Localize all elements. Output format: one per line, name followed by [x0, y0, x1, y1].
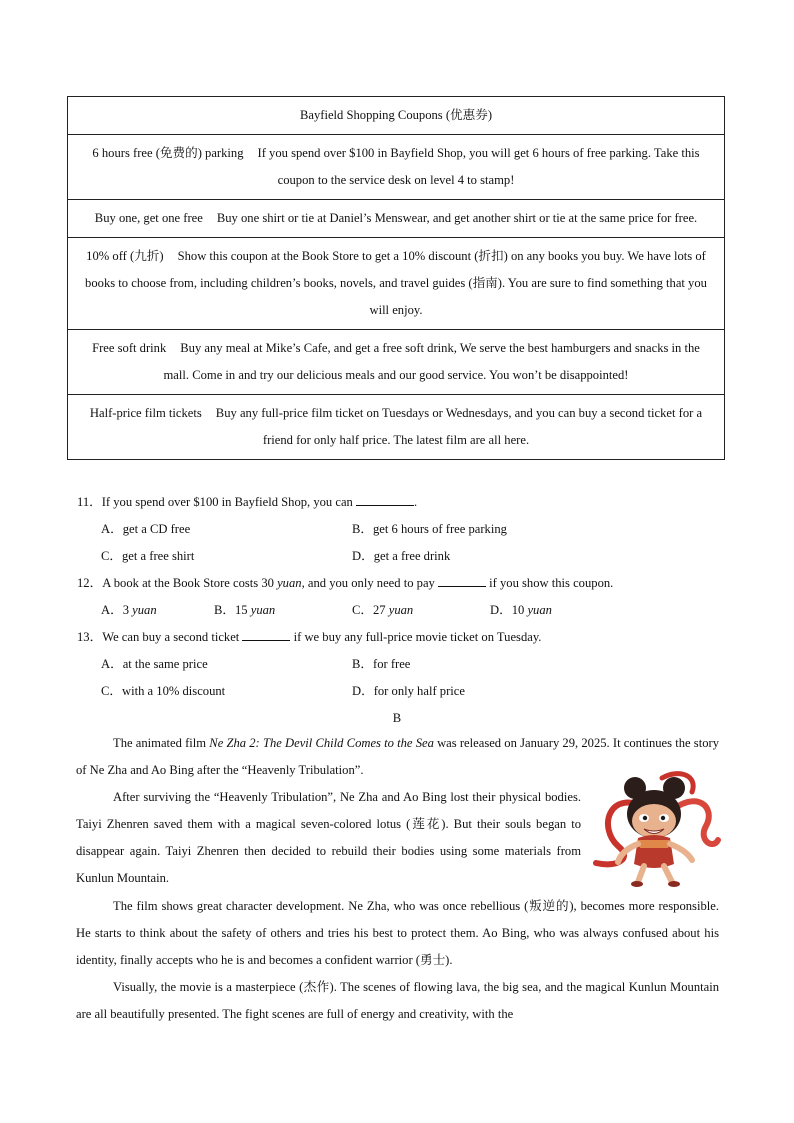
q13-option-d: D．for only half price	[352, 684, 465, 698]
paragraph-4: Visually, the movie is a masterpiece (杰作). The scenes of flowing lava, the big sea, and the magical Kunlun Mountain are all beautifully presented. The fight scenes are full of energy and creativity, with the	[76, 980, 719, 1021]
coupon-row	[68, 200, 725, 238]
paragraph-3: The film shows great character development. Ne Zha, who was once rebellious (叛逆的), becomes more responsible. He starts to think about the safety of others and tries his best to protect them. Ao Bing, who was always confused about his identity, finally accepts who he is and becomes a confident warrior (勇士).	[76, 899, 719, 967]
ne-zha-character-illustration	[588, 768, 722, 888]
coupon-row	[68, 135, 725, 200]
coupon-table-title-row	[68, 97, 725, 135]
q13-option-a: A．at the same price	[101, 657, 208, 671]
question-12: 12．A book at the Book Store costs 30 yuan, and you only need to pay if you show this coupon.	[77, 576, 614, 590]
coupon-row	[68, 395, 725, 460]
q12-option-b: B．15 yuan	[214, 603, 276, 617]
answer-blank	[356, 493, 414, 506]
coupon-table-title: Bayfield Shopping Coupons (优惠券)	[68, 97, 725, 135]
q11-option-d: D．get a free drink	[352, 549, 451, 563]
coupon-text: Buy any full-price film ticket on Tuesdays or Wednesdays, and you can buy a second ticket for a friend for only half price. The latest film are all here.	[215, 406, 703, 447]
question-11: 11．If you spend over $100 in Bayfield Shop, you can .	[77, 495, 418, 509]
coupon-name: 6 hours free (免费的) parking	[92, 146, 244, 160]
q12-option-c: C．27 yuan	[352, 603, 414, 617]
question-13: 13．We can buy a second ticket if we buy any full-price movie ticket on Tuesday.	[77, 630, 542, 644]
coupon-table	[67, 96, 725, 460]
q12-option-d: D．10 yuan	[490, 603, 552, 617]
coupon-row	[68, 330, 725, 395]
section-letter: B	[392, 711, 402, 725]
coupon-row	[68, 238, 725, 330]
film-title: Ne Zha 2: The Devil Child Comes to the Sea	[209, 736, 434, 750]
q11-option-c: C．get a free shirt	[101, 549, 195, 563]
q13-option-c: C．with a 10% discount	[101, 684, 226, 698]
answer-blank	[242, 628, 290, 641]
coupon-name: Buy one, get one free	[94, 211, 203, 225]
coupon-text: Show this coupon at the Book Store to get a 10% discount (折扣) on any books you buy. We have lots of books to choose from, including children’s books, novels, and travel guides (指南). You are sure to find something that you will enjoy.	[85, 249, 707, 317]
answer-blank	[438, 574, 486, 587]
coupon-name: 10% off (九折)	[86, 249, 164, 263]
q13-option-b: B．for free	[352, 657, 411, 671]
paragraph-1: The animated film Ne Zha 2: The Devil Child Comes to the Sea was released on January 29, 2025. It continues the story of Ne Zha and Ao Bing after the “Heavenly Tribulation”.	[76, 736, 719, 777]
coupon-name: Half-price film tickets	[89, 406, 202, 420]
q11-option-b: B．get 6 hours of free parking	[352, 522, 507, 536]
q11-option-a: A．get a CD free	[101, 522, 191, 536]
paragraph-2: After surviving the “Heavenly Tribulation”, Ne Zha and Ao Bing lost their physical bodies. Taiyi Zhenren saved them with a magical seven-colored lotus (莲花). But their souls began to disappear again. Taiyi Zhenren then decided to rebuild their bodies using some materials from Kunlun Mountain.	[76, 790, 581, 885]
coupon-name: Free soft drink	[92, 341, 167, 355]
coupon-text: If you spend over $100 in Bayfield Shop, you will get 6 hours of free parking. Take this coupon to the service desk on level 4 to stamp!	[257, 146, 700, 187]
q12-option-a: A．3 yuan	[101, 603, 157, 617]
coupon-text: Buy any meal at Mike’s Cafe, and get a free soft drink, We serve the best hamburgers and snacks in the mall. Come in and try our delicious meals and our good service. You won’t be disappointed!	[163, 341, 700, 382]
coupon-text: Buy one shirt or tie at Daniel’s Menswear, and get another shirt or tie at the same price for free.	[216, 211, 698, 225]
